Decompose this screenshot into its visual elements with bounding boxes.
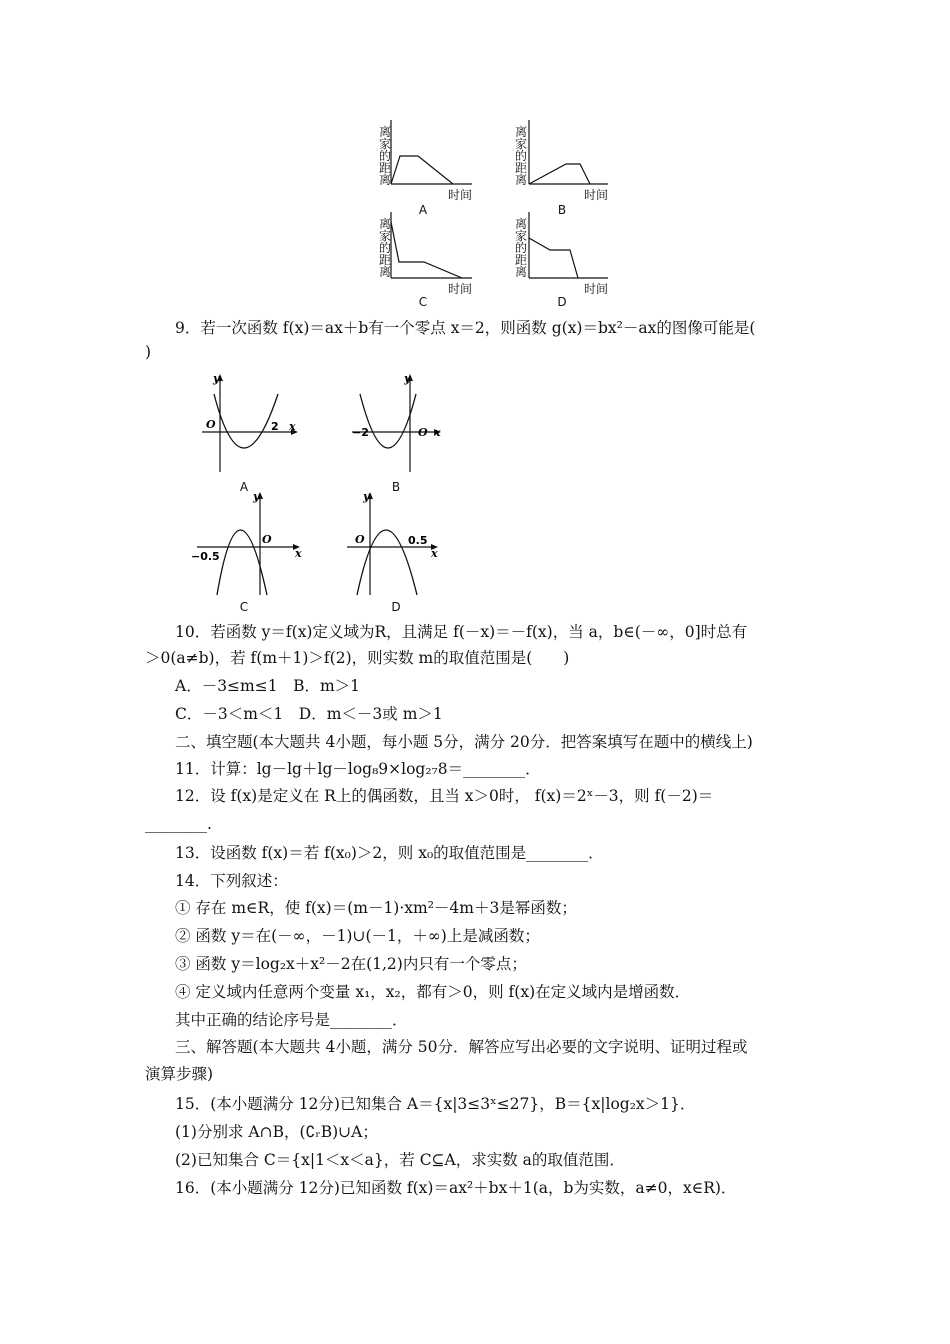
q10-options-cd: C．－3＜m＜1 D．m＜－3或 m＞1 [175,705,443,723]
q9-stem: 9．若一次函数 f(x)＝ax＋b有一个零点 x＝2，则函数 g(x)＝bx²－ax的图像可能是( [175,319,756,337]
section-2-heading: 二、填空题(本大题共 4小题，每小题 5分，满分 20分．把答案填写在题中的横线上) [175,733,753,751]
y-axis-label: y [213,372,220,385]
y-axis-label: y [363,490,370,503]
option-label: D [557,295,567,309]
x-axis-label: x [295,547,302,560]
option-label: A [418,203,428,217]
q9-graph-a [200,372,320,482]
q9-option-d: D [391,600,401,614]
x-axis-label: x [434,426,441,439]
q10-options-ab: A．－3≤m≤1 B．m＞1 [175,677,361,695]
q9-option-b: B [391,480,401,494]
x-axis-label: x [431,547,438,560]
q14-tail: 其中正确的结论序号是________． [175,1011,408,1029]
distance-time-plot [528,120,628,200]
section-3-heading: 三、解答题(本大题共 4小题，满分 50分．解答应写出必要的文字说明、证明过程或 [175,1038,748,1056]
q9-option-c: C [239,600,249,614]
tick-label: 2 [271,420,279,433]
q9-stem-cont: ) [145,343,152,361]
q15-head: 15．(本小题满分 12分)已知集合 A＝{x|3≤3ˣ≤27}，B＝{x|log₂x＞1}． [175,1095,696,1113]
x-axis-label: 时间 [448,188,473,202]
q9-graph-d [345,490,465,600]
q14-item-4: ④ 定义域内任意两个变量 x₁，x₂，都有＞0，则 f(x)在定义域内是增函数． [175,983,691,1001]
section-3-heading-cont: 演算步骤) [145,1065,214,1083]
origin-label: O [418,426,428,439]
q12: 12．设 f(x)是定义在 R上的偶函数，且当 x＞0时， f(x)＝2ˣ－3，则 f(－2)＝ [175,787,714,805]
q13: 13．设函数 f(x)＝若 f(x₀)＞2，则 x₀的取值范围是________． [175,844,604,862]
q9-graph-c [191,490,315,600]
x-axis-label: 时间 [448,282,473,296]
q14-item-1: ① 存在 m∈R，使 f(x)＝(m－1)·xm²－4m＋3是幂函数； [175,899,577,917]
x-axis-label: 时间 [584,188,609,202]
q10-stem: 10．若函数 y＝f(x)定义域为R，且满足 f(－x)＝－f(x)，当 a，b∈(－∞，0]时总有 [175,623,748,641]
y-axis-label: 离 家 的 距 离 [514,217,527,279]
tick-label: −2 [352,426,369,439]
q16-head: 16．(本小题满分 12分)已知函数 f(x)＝ax²＋bx＋1(a，b为实数，a≠0，x∈R)． [175,1179,737,1197]
q15-part-1: (1)分别求 A∩B，(∁ᵣB)∪A； [175,1123,378,1141]
q15-part-2: (2)已知集合 C＝{x|1＜x＜a}，若 C⊆A，求实数 a的取值范围． [175,1151,625,1169]
q14-item-3: ③ 函数 y＝log₂x＋x²－2在(1,2)内只有一个零点； [175,955,527,973]
tick-label: 0.5 [408,534,428,547]
y-axis-label: y [404,372,411,385]
origin-label: O [206,418,216,431]
distance-time-plot [528,212,628,292]
q11: 11．计算：lg－lg＋lg－log₈9×log₂₇8＝________． [175,760,541,778]
tick-label: −0.5 [191,550,220,563]
q9-option-a: A [239,480,249,494]
option-label: B [557,203,567,217]
option-label: C [418,295,428,309]
distance-time-plot [390,120,490,200]
x-axis-label: 时间 [584,282,609,296]
x-axis-label: x [289,420,296,433]
y-axis-label: y [253,490,260,503]
y-axis-label: 离 家 的 距 离 [378,125,391,187]
q9-graph-b [350,372,470,482]
y-axis-label: 离 家 的 距 离 [514,125,527,187]
q14-head: 14．下列叙述： [175,872,288,890]
y-axis-label: 离 家 的 距 离 [378,217,391,279]
origin-label: O [262,533,272,546]
q12-cont: ________. [145,815,212,833]
distance-time-plot [390,212,490,292]
q14-item-2: ② 函数 y＝在(－∞，－1)∪(－1，＋∞)上是减函数； [175,927,540,945]
origin-label: O [355,533,365,546]
q10-stem-cont: ＞0(a≠b)，若 f(m＋1)＞f(2)，则实数 m的取值范围是( ) [145,649,570,667]
